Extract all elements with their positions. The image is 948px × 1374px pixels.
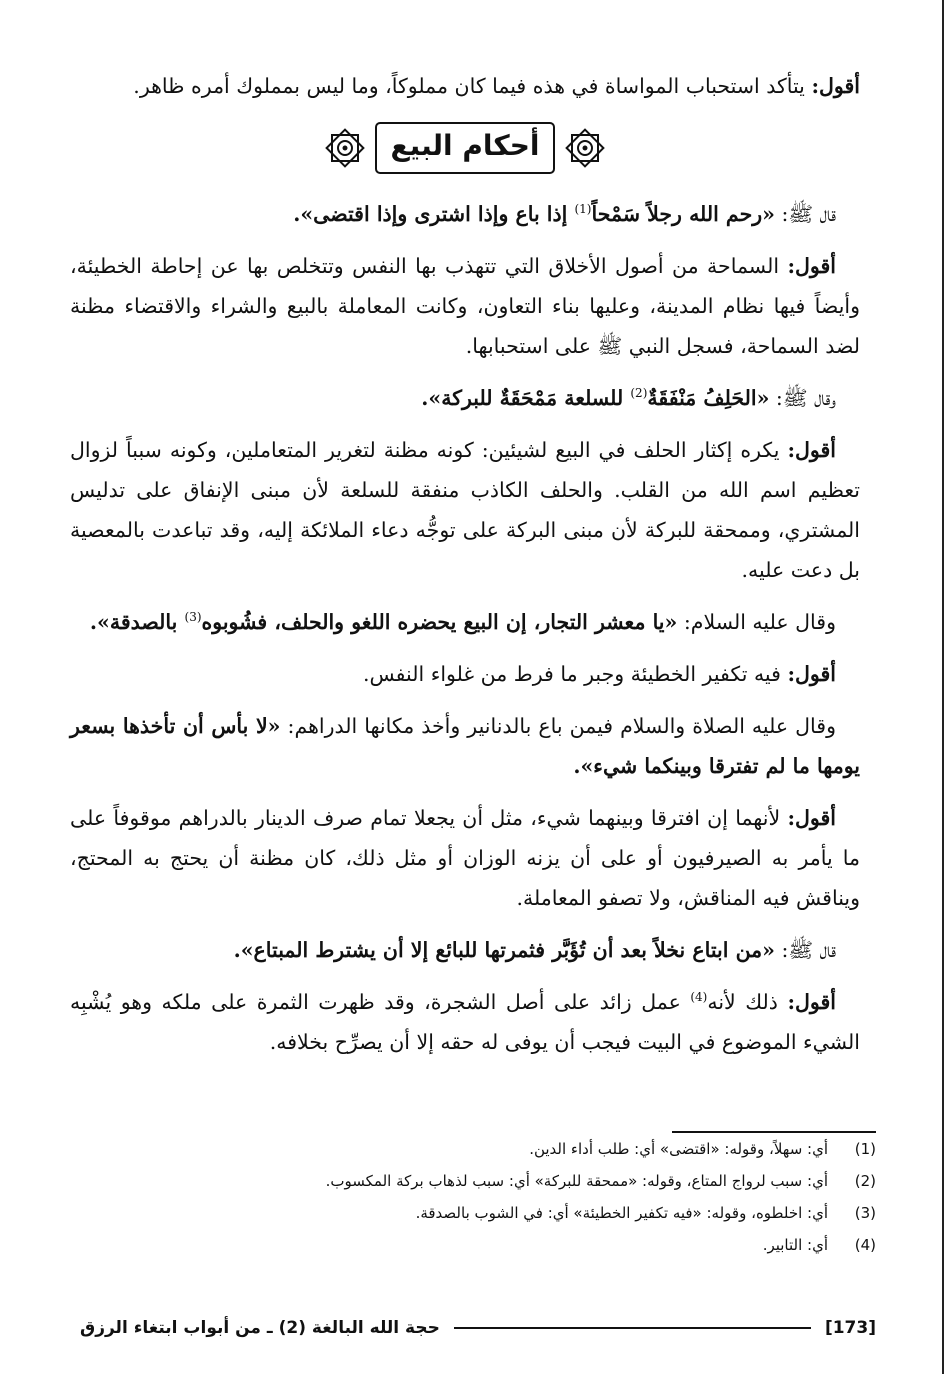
commentary-paragraph	[70, 430, 860, 590]
hadith-quote-end: للسلعة مَمْحَقَةٌ للبركة».	[421, 386, 631, 410]
main-text	[70, 66, 860, 1074]
paragraph-text: يكره إكثار الحلف في البيع لشيئين: كونه مظنة لتغرير المتعاملين، وكونه سبباً لزوال تعظيم اسم الله من القلب. والحلف الكاذب منفقة للسلعة لأن مبنى الإنفاق على تدليس المشتري، وممحقة للبركة لأن مبنى البركة على توجُّه دعاء الملائكة إليه، وقد تباعدت بالمعصية بل دعت عليه.	[70, 438, 860, 582]
page-footer	[80, 1318, 876, 1338]
footnote-number: (3)	[854, 1204, 876, 1222]
commentary-paragraph	[70, 246, 860, 366]
paragraph-text: ذلك لأنه	[707, 990, 788, 1014]
footer-rule	[454, 1327, 811, 1329]
footnote-text: أي: التابير.	[762, 1236, 828, 1254]
star-ornament-icon	[323, 126, 367, 170]
hadith-lead: وقال عليه الصلاة والسلام فيمن باع بالدنانير وأخذ مكانها الدراهم:	[280, 714, 836, 738]
running-title: حجة الله البالغة (2) ـ من أبواب ابتغاء الرزق	[80, 1318, 440, 1338]
paragraph-label: أقول:	[787, 990, 837, 1014]
footnote-text: أي: اخلطوه، وقوله: «فيه تكفير الخطيئة» أي: في الشوب بالصدقة.	[415, 1204, 828, 1222]
paragraph-intro	[70, 66, 860, 106]
page-number: [173]	[824, 1318, 876, 1338]
footnote-item	[76, 1165, 876, 1197]
footnote-number: (2)	[854, 1172, 876, 1190]
section-title: أحكام البيع	[375, 122, 556, 174]
paragraph-label: أقول:	[787, 806, 836, 830]
paragraph-text-end: عمل زائد على أصل الشجرة، وقد ظهرت الثمرة على ملكه وهو يُشْبِه الشيء الموضوع في البيت فيجب أن يوفى له حقه إلا أن يصرِّح بخلافه.	[70, 990, 860, 1054]
hadith-lead: قال ﷺ:	[774, 938, 836, 962]
footnote-number: (4)	[854, 1236, 876, 1254]
hadith-paragraph	[70, 706, 860, 786]
hadith-quote: «الحَلِفُ مَنْفَقَةٌ	[647, 386, 770, 410]
hadith-lead: قال ﷺ:	[774, 202, 836, 226]
page-edge-rule	[942, 0, 944, 1374]
paragraph-text: السماحة من أصول الأخلاق التي تتهذب بها النفس وتتخلص بها عن إحاطة الخطيئة، وأيضاً فيها نظام المدينة، وعليها بناء التعاون، وكانت المعاملة بالبيع والشراء والاقتضاء مظنة لضد السماحة، فسجل النبي ﷺ على استحبابها.	[70, 254, 860, 358]
hadith-quote-end: إذا باع وإذا اشترى وإذا اقتضى».	[293, 202, 575, 226]
paragraph-text: لأنهما إن افترقا وبينهما شيء، مثل أن يجعلا تمام صرف الدينار بالدراهم موقوفاً على ما يأمر به الصيرفيون أو على أن يزنه الوزان أو مثل ذلك، كان مظنة أن يحتج به المحتج، ويناقش فيه المناقش، ولا تصفو المعاملة.	[70, 806, 860, 910]
footnote-ref: (2)	[630, 386, 648, 401]
paragraph-label: أقول:	[787, 662, 836, 686]
section-heading	[70, 118, 860, 178]
paragraph-text: فيه تكفير الخطيئة وجبر ما فرط من غلواء النفس.	[363, 662, 788, 686]
footnote-number: (1)	[854, 1140, 876, 1158]
footnote-ref: (3)	[184, 610, 202, 625]
hadith-quote: «رحم الله رجلاً سَمْحاً	[591, 202, 775, 226]
hadith-lead: وقال عليه السلام:	[677, 610, 836, 634]
paragraph-label: أقول:	[811, 74, 860, 98]
commentary-paragraph	[70, 654, 860, 694]
footnote-text: أي: سبب لرواج المتاع، وقوله: «ممحقة للبركة» أي: سبب لذهاب بركة المكسوب.	[325, 1172, 828, 1190]
paragraph-text: يتأكد استحباب المواساة في هذه فيما كان مملوكاً، وما ليس بمملوك أمره ظاهر.	[133, 74, 805, 98]
hadith-paragraph	[70, 194, 860, 234]
hadith-quote: «يا معشر التجار، إن البيع يحضره اللغو والحلف، فشُوبوه	[201, 610, 678, 634]
hadith-paragraph	[70, 930, 860, 970]
footnote-item	[76, 1133, 876, 1165]
footnotes	[76, 1133, 876, 1261]
star-ornament-icon	[563, 126, 607, 170]
commentary-paragraph	[70, 982, 860, 1062]
footnote-ref: (4)	[690, 990, 708, 1005]
footnote-ref: (1)	[574, 202, 592, 217]
hadith-quote: «لا بأس أن تأخذها بسعر يومها ما لم تفترقا وبينكما شيء».	[70, 714, 860, 778]
paragraph-label: أقول:	[787, 438, 836, 462]
hadith-paragraph	[70, 378, 860, 418]
commentary-paragraph	[70, 798, 860, 918]
footnote-item	[76, 1197, 876, 1229]
hadith-quote: «من ابتاع نخلاً بعد أن تُؤَبَّر فثمرتها للبائع إلا أن يشترط المبتاع».	[233, 938, 775, 962]
footnote-item	[76, 1229, 876, 1261]
paragraph-label: أقول:	[787, 254, 836, 278]
hadith-lead: وقال ﷺ:	[769, 386, 836, 410]
hadith-paragraph	[70, 602, 860, 642]
hadith-quote-end: بالصدقة».	[89, 610, 185, 634]
footnote-text: أي: سهلاً، وقوله: «اقتضى» أي: طلب أداء الدين.	[529, 1140, 828, 1158]
